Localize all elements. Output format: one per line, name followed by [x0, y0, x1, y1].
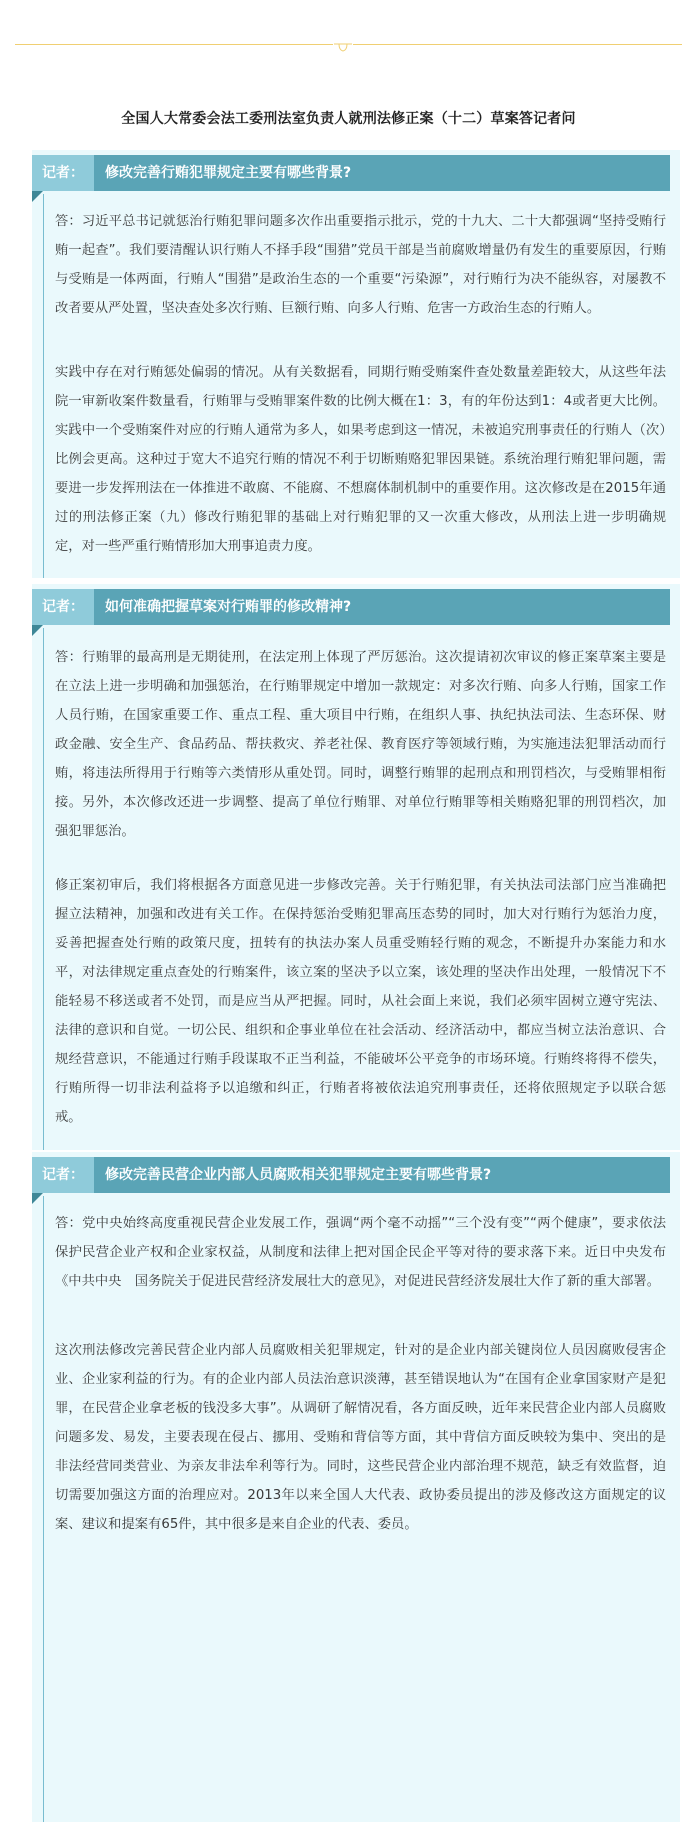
question-text: 修改完善民营企业内部人员腐败相关犯罪规定主要有哪些背景?	[105, 1167, 492, 1183]
divider-notch-icon	[333, 38, 353, 54]
answer-paragraph: 修正案初审后，我们将根据各方面意见进一步修改完善。关于行贿犯罪，有关执法司法部门应当准确把握立法精神，加强和改进有关工作。在保持惩治受贿犯罪高压态势的同时，加大对行贿行为惩治力度，妥善把握查处行贿的政策尺度，扭转有的执法办案人员重受贿轻行贿的观念，不断提升办案能力和水平，对法律规定重点查处的行贿案件，该立案的坚决予以立案，该处理的坚决作出处理，一般情况下不能轻易不移送或者不处罚，而是应当从严把握。同时，从社会面上来说，我们必须牢固树立遵守宪法、法律的意识和自觉。一切公民、组织和企事业单位在社会活动、经济活动中，都应当树立法治意识、合规经营意识，不能通过行贿手段谋取不正当利益，不能破坏公平竞争的市场环境。行贿终将得不偿失，行贿所得一切非法利益将予以追缴和纠正，行贿者将被依法追究刑事责任，还将依照规定予以联合惩戒。	[55, 878, 666, 1125]
qa-section-1	[32, 150, 680, 578]
qa-section-3	[32, 1152, 680, 1822]
qa-section-2	[32, 584, 680, 1150]
reporter-tag: 记者：	[32, 155, 94, 191]
question-text: 修改完善行贿犯罪规定主要有哪些背景?	[105, 165, 352, 181]
answer-paragraph: 答：行贿罪的最高刑是无期徒刑，在法定刑上体现了严厉惩治。这次提请初次审议的修正案草案主要是在立法上进一步明确和加强惩治，在行贿罪规定中增加一款规定：对多次行贿、向多人行贿，国家工作人员行贿，在国家重要工作、重点工程、重大项目中行贿，在组织人事、执纪执法司法、生态环保、财政金融、安全生产、食品药品、帮扶救灾、养老社保、教育医疗等领域行贿，为实施违法犯罪活动而行贿，将违法所得用于行贿等六类情形从重处罚。同时，调整行贿罪的起刑点和刑罚档次，与受贿罪相衔接。另外，本次修改还进一步调整、提高了单位行贿罪、对单位行贿罪等相关贿赂犯罪的刑罚档次，加强犯罪惩治。	[55, 650, 666, 839]
section-accent-line	[43, 628, 44, 1150]
section-accent-line	[43, 194, 44, 578]
answer-paragraph: 答：习近平总书记就惩治行贿犯罪问题多次作出重要指示批示，党的十九大、二十大都强调“坚持受贿行贿一起查”。我们要清醒认识行贿人不择手段“围猎”党员干部是当前腐败增量仍有发生的重要原因，行贿与受贿是一体两面，行贿人“围猎”是政治生态的一个重要“污染源”，对行贿行为决不能纵容，对屡教不改者要从严处置，坚决查处多次行贿、巨额行贿、向多人行贿、危害一方政治生态的行贿人。	[55, 214, 666, 316]
answer-paragraph: 实践中存在对行贿惩处偏弱的情况。从有关数据看，同期行贿受贿案件查处数量差距较大，从这些年法院一审新收案件数量看，行贿罪与受贿罪案件数的比例大概在1：3，有的年份达到1：4或者更大比例。实践中一个受贿案件对应的行贿人通常为多人，如果考虑到这一情况，未被追究刑事责任的行贿人（次）比例会更高。这种过于宽大不追究行贿的情况不利于切断贿赂犯罪因果链。系统治理行贿犯罪问题，需要进一步发挥刑法在一体推进不敢腐、不能腐、不想腐体制机制中的重要作用。这次修改是在2015年通过的刑法修正案（九）修改行贿犯罪的基础上对行贿犯罪的又一次重大修改，从刑法上进一步明确规定，对一些严重行贿情形加大刑事追责力度。	[55, 365, 666, 554]
question-bar-fold	[32, 625, 43, 636]
answer-paragraph: 答：党中央始终高度重视民营企业发展工作，强调“两个毫不动摇”“三个没有变”“两个健康”，要求依法保护民营企业产权和企业家权益，从制度和法律上把对国企民企平等对待的要求落下来。近日中央发布《中共中央 国务院关于促进民营经济发展壮大的意见》，对促进民营经济发展壮大作了新的重大部署。	[55, 1216, 666, 1289]
question-text: 如何准确把握草案对行贿罪的修改精神?	[105, 599, 352, 615]
page-title: 全国人大常委会法工委刑法室负责人就刑法修正案（十二）草案答记者问	[121, 111, 576, 127]
question-bar-fold	[32, 191, 43, 202]
answer-paragraph: 这次刑法修改完善民营企业内部人员腐败相关犯罪规定，针对的是企业内部关键岗位人员因腐败侵害企业、企业家利益的行为。有的企业内部人员法治意识淡薄，甚至错误地认为“在国有企业拿国家财产是犯罪，在民营企业拿老板的钱没多大事”。从调研了解情况看，各方面反映，近年来民营企业内部人员腐败问题多发、易发，主要表现在侵占、挪用、受贿和背信等方面，其中背信方面反映较为集中、突出的是非法经营同类营业、为亲友非法牟利等行为。同时，这些民营企业内部治理不规范，缺乏有效监督，迫切需要加强这方面的治理应对。2013年以来全国人大代表、政协委员提出的涉及修改这方面规定的议案、建议和提案有65件，其中很多是来自企业的代表、委员。	[55, 1343, 666, 1532]
question-bar	[32, 1157, 670, 1193]
reporter-tag: 记者：	[32, 589, 94, 625]
question-bar-fold	[32, 1193, 43, 1204]
question-bar	[32, 589, 670, 625]
section-accent-line	[43, 1196, 44, 1822]
question-bar	[32, 155, 670, 191]
reporter-tag: 记者：	[32, 1157, 94, 1193]
